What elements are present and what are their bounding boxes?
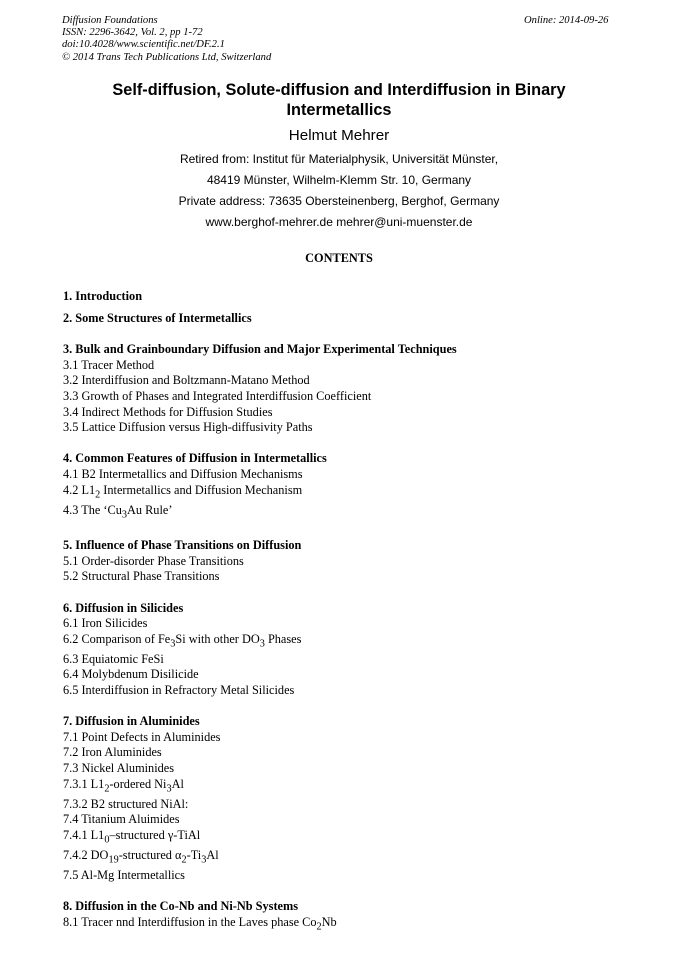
toc-item-3-3: 3.3 Growth of Phases and Integrated Interdiffusion Coefficient [63, 388, 372, 403]
copyright-line: © 2014 Trans Tech Publications Ltd, Switzerland [62, 51, 272, 63]
title-line-2: Intermetallics [286, 101, 392, 119]
online-date: Online: 2014-09-26 [524, 15, 609, 26]
toc-item-7-4-1: 7.4.1 $L1_0$–structured γ-TiAl [63, 827, 201, 846]
toc-item-6-5: 6.5 Interdiffusion in Refractory Metal Silicides [63, 683, 295, 697]
toc-item-3-1: 3.1 Tracer Method [63, 357, 155, 372]
toc-section-7: 7. Diffusion in Aluminides [63, 714, 200, 729]
toc-item-7-2: 7.2 Iron Aluminides [63, 745, 162, 760]
toc-item-4-2: 4.2 $L1_2$ Intermetallics and Diffusion Mechanism [63, 482, 303, 500]
toc-item-6-4: 6.4 Molybdenum Disilicide [63, 667, 199, 682]
contents-heading: CONTENTS [305, 251, 373, 265]
title-line-1: Self-diffusion, Solute-diffusion and Interdiffusion in Binary [112, 81, 566, 99]
affiliation-line-2: 48419 Münster, Wilhelm-Klemm Str. 10, Germany [206, 173, 472, 187]
toc-section-1: 1. Introduction [63, 289, 143, 303]
toc-item-4-1: 4.1 B2 Intermetallics and Diffusion Mechanisms [63, 466, 303, 481]
toc-section-8: 8. Diffusion in the Co-Nb and Ni-Nb Systems [63, 899, 299, 914]
toc-item-3-2: 3.2 Interdiffusion and Boltzmann-Matano Method [63, 373, 310, 388]
author-name: Helmut Mehrer [288, 127, 390, 144]
toc-section-6: 6. Diffusion in Silicides [63, 600, 184, 615]
toc-item-7-3-2: 7.3.2 B2 structured NiAl: [63, 796, 189, 811]
journal-name: Diffusion Foundations [62, 15, 158, 26]
toc-item-3-5: 3.5 Lattice Diffusion versus High-diffusivity Paths [63, 420, 313, 435]
toc-section-2: 2. Some Structures of Intermetallics [63, 310, 252, 325]
table-of-contents [63, 289, 623, 935]
issn-line: ISSN: 2296-3642, Vol. 2, pp 1-72 [62, 27, 203, 39]
toc-item-6-1: 6.1 Iron Silicides [63, 616, 148, 631]
affiliation-line-3: Private address: 73635 Obersteinenberg, Berghof, Germany [178, 194, 500, 208]
toc-section-5: 5. Influence of Phase Transitions on Diffusion [63, 538, 302, 553]
toc-item-6-3: 6.3 Equiatomic FeSi [63, 651, 164, 666]
affiliation-line-4: www.berghof-mehrer.de mehrer@uni-muenster.de [205, 215, 473, 229]
paper-title [70, 80, 608, 120]
toc-item-7-3: 7.3 Nickel Aluminides [63, 760, 175, 775]
toc-item-8-1: 8.1 Tracer nnd Interdiffusion in the Laves phase $Co_2Nb$ [63, 914, 337, 933]
toc-item-6-2: 6.2 Comparison of $Fe_3Si$ with other $DO_3$ Phases [63, 631, 302, 650]
toc-item-4-3: 4.3 The ‘$Cu_3Au$ Rule’ [63, 502, 173, 521]
toc-item-7-4: 7.4 Titanium Aluimides [63, 812, 180, 827]
doi-line: doi:10.4028/www.scientific.net/DF.2.1 [62, 39, 225, 51]
toc-item-7-1: 7.1 Point Defects in Aluminides [63, 729, 221, 744]
toc-item-7-4-2: 7.4.2 $DO_{19}$-structured $\alpha_2-Ti_3Al$ [63, 847, 219, 866]
toc-section-3: 3. Bulk and Grainboundary Diffusion and Major Experimental Techniques [63, 342, 457, 357]
running-header [62, 15, 271, 64]
toc-item-5-1: 5.1 Order-disorder Phase Transitions [63, 553, 244, 568]
toc-item-3-4: 3.4 Indirect Methods for Diffusion Studies [63, 404, 273, 419]
toc-section-4: 4. Common Features of Diffusion in Intermetallics [63, 451, 327, 466]
toc-item-5-2: 5.2 Structural Phase Transitions [63, 569, 220, 584]
toc-item-7-3-1: 7.3.1 $L1_2$-ordered $Ni_3Al$ [63, 776, 184, 795]
affiliation-line-1: Retired from: Institut für Materialphysik, Universität Münster, [179, 152, 499, 166]
toc-item-7-5: 7.5 Al-Mg Intermetallics [63, 867, 185, 882]
